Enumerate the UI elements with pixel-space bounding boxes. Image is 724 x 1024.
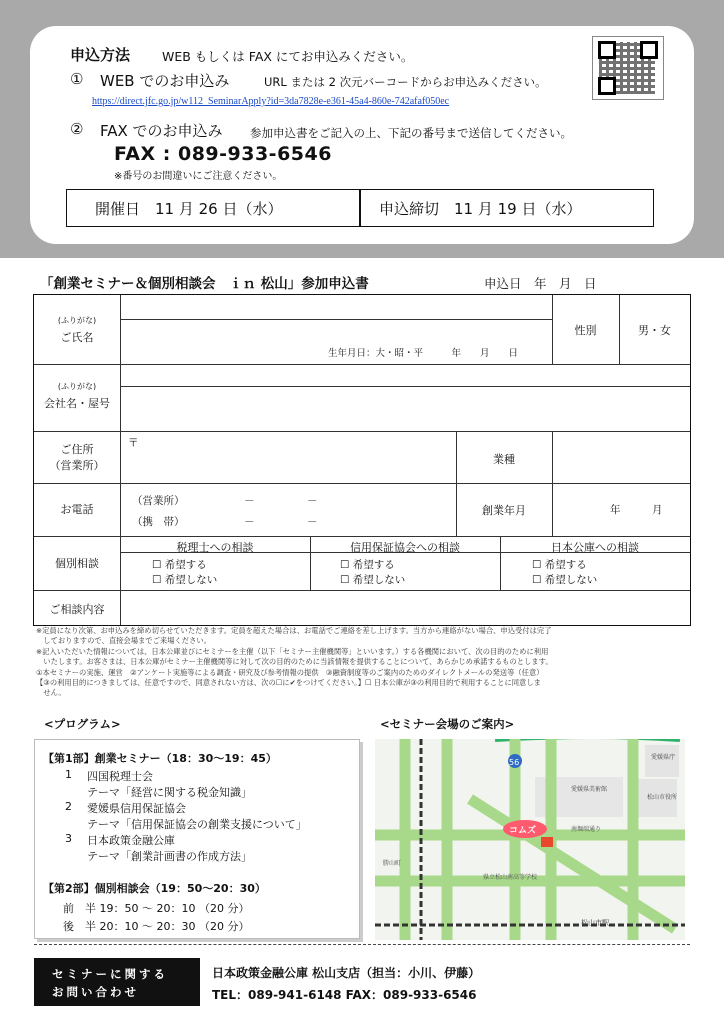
consult-guarantee-head: 信用保証協会への相談 (350, 541, 460, 554)
company-furigana: (ふりがな) (57, 382, 97, 391)
address-label: ご住所 (60, 443, 94, 456)
consult-jfc-head: 日本公庫への相談 (551, 541, 639, 554)
map-route-number: 56 (509, 758, 520, 767)
line-consult-bottom (34, 590, 690, 591)
contact-tel[interactable]: TEL：089-941-6148 FAX：089-933-6546 (212, 988, 477, 1002)
event-date: 開催日 11 月 26 日（水） (95, 200, 283, 218)
date-box-divider (359, 190, 361, 226)
map-building-icon (541, 837, 553, 847)
founding-value: 年 月 (610, 504, 663, 516)
postal-mark: 〒 (128, 437, 139, 449)
privacy-notes (36, 626, 688, 699)
program-item-theme: テーマ「創業計画書の作成方法」 (87, 850, 252, 863)
form-title: 「創業セミナー＆個別相談会 ｉｎ 松山」参加申込書 (40, 276, 369, 292)
fax-note: 参加申込書をご記入の上、下記の番号まで送信してください。 (250, 126, 572, 140)
fax-number: FAX : 089-933-6546 (114, 143, 332, 165)
phone-office-dashes: － － (244, 495, 318, 507)
slot-second: 後 半 20：10 ～ 20：30 （20 分） (63, 920, 250, 933)
consult-guarantee-yes[interactable]: ☐ 希望する (340, 559, 395, 571)
program-item-theme: テーマ「経営に関する税金知識」 (87, 786, 252, 799)
venue-map[interactable] (375, 739, 685, 940)
phone-label: お電話 (60, 503, 94, 516)
map-museum-label: 愛媛県美術館 (571, 786, 608, 793)
program-item-theme: テーマ「信用保証協会の創業支援について」 (87, 818, 307, 831)
program-heading: <プログラム> (44, 717, 121, 731)
web-note: URL または 2 次元バーコードからお申込みください。 (264, 75, 547, 89)
map-station-label: 松山市駅 (581, 919, 609, 927)
fax-number-mark: ② (70, 120, 84, 138)
web-heading: WEB でのお申込み (100, 72, 230, 90)
qr-corner-tl (598, 41, 616, 59)
consult-tax-head: 税理士への相談 (176, 541, 254, 554)
slot-first: 前 半 19：50 ～ 20：10 （20 分） (63, 902, 250, 915)
note-line: 【③の利用目的につきましては、任意ですので、同意されない方は、次の☐に✔をつけてください。】☐ 日本公庫が③の利用目的で利用することに同意しま (36, 678, 541, 688)
program-item-org: 四国税理士会 (87, 770, 153, 783)
deadline: 申込締切 11 月 19 日（水） (379, 200, 582, 218)
part1-title: 【第1部】創業セミナー（18：30〜19：45） (43, 752, 277, 765)
birth-date: 生年月日：大・昭・平 年 月 日 (328, 348, 519, 359)
phone-mobile-dashes: － － (244, 516, 318, 528)
col-industry-right (552, 431, 553, 536)
map-venue-label: コムズ (509, 826, 537, 836)
consult-jfc-no[interactable]: ☐ 希望しない (532, 574, 598, 586)
note-line: ①本セミナーの実施、運営 ②アンケート実施等による調査・研究及び参考情報の提供 ③融資制度等のご案内のためのダイレクトメールの発送等（任意） (36, 667, 544, 677)
industry-label: 業種 (493, 453, 515, 466)
line-company-mid (120, 386, 690, 387)
map-school-label: 県立松山南高等学校 (483, 874, 538, 881)
line-phone-bottom (34, 536, 690, 537)
application-form (33, 294, 691, 626)
program-item-org: 日本政策金融公庫 (87, 834, 175, 847)
consult-label: 個別相談 (55, 557, 99, 570)
consult-tax-yes[interactable]: ☐ 希望する (152, 559, 207, 571)
date-box (66, 189, 654, 227)
program-item-number: 2 (65, 800, 72, 813)
form-apply-date: 申込日 年 月 日 (484, 276, 597, 291)
map-street-label: 南堀端通り (571, 826, 602, 833)
map-prefecture-label: 愛媛県庁 (651, 754, 676, 761)
line-company-bottom (34, 431, 690, 432)
apply-subtitle: WEB もしくは FAX にてお申込みください。 (162, 49, 414, 64)
part2-title: 【第2部】個別相談会（19：50〜20：30） (43, 882, 266, 895)
note-line: いたします。お客さまは、日本公庫がセミナー主催機関等に対して次の目的のために当該情報を提供することについて、あらかじめ承諾するものとします。 (36, 657, 553, 667)
note-line: ※定員になり次第、お申込みを締め切らせていただきます。定員を超えた場合は、お電話でご連絡を差し上げます。当方から連絡がない場合、申込受付は完了 (36, 626, 552, 635)
company-label: 会社名・屋号 (44, 397, 110, 410)
map-misc-label: 勝山町 (383, 860, 402, 867)
map-cityhall-label: 松山市役所 (647, 794, 678, 801)
phone-mobile-label: （携 帯） (132, 516, 185, 528)
address-sublabel: （営業所） (49, 459, 105, 472)
cut-line (34, 944, 690, 945)
program-box (34, 739, 360, 939)
map-block (645, 745, 679, 777)
contact-org: 日本政策金融公庫 松山支店（担当：小川、伊藤） (212, 966, 481, 980)
content-label: ご相談内容 (49, 603, 105, 616)
gender-value[interactable]: 男・女 (638, 324, 671, 337)
qr-corner-bl (598, 77, 616, 95)
phone-office-label: （営業所） (132, 495, 185, 507)
contact-box-line1: セミナーに関する (52, 967, 168, 981)
web-url-link[interactable]: https://direct.jfc.go.jp/w112_SeminarApply?id=3da7828e-e361-45a4-860e-742afaf050ec (92, 96, 450, 107)
qr-corner-tr (640, 41, 658, 59)
name-label: ご氏名 (60, 331, 94, 344)
name-furigana: (ふりがな) (57, 316, 97, 325)
note-line: しておりますので、直接会場までご来場ください。 (36, 636, 211, 646)
map-drawing (375, 739, 685, 940)
fax-heading: FAX でのお申込み (100, 122, 223, 140)
consult-tax-no[interactable]: ☐ 希望しない (152, 574, 218, 586)
fax-caution: ※番号のお間違いにご注意ください。 (114, 171, 283, 182)
gender-label: 性別 (574, 324, 597, 337)
line-name-mid (120, 319, 552, 320)
venue-heading: <セミナー会場のご案内> (380, 717, 515, 731)
apply-title: 申込方法 (70, 46, 131, 64)
program-item-org: 愛媛県信用保証協会 (87, 802, 186, 815)
line-address-bottom (34, 483, 690, 484)
contact-box (34, 958, 200, 1006)
note-line: ※記入いただいた情報については、日本公庫並びにセミナーを主催（以下「セミナー主催機関等」といいます。）する各機関において、次の目的のために利用 (36, 646, 549, 656)
col-label-divider (120, 295, 121, 625)
consult-guarantee-no[interactable]: ☐ 希望しない (340, 574, 406, 586)
program-item-number: 3 (65, 832, 72, 845)
qr-code[interactable] (592, 36, 664, 100)
consult-jfc-yes[interactable]: ☐ 希望する (532, 559, 587, 571)
web-number: ① (70, 70, 84, 88)
program-item-number: 1 (65, 768, 72, 781)
founding-label: 創業年月 (482, 504, 526, 517)
contact-box-line2: お問い合わせ (52, 985, 139, 999)
col-industry-left (456, 431, 457, 536)
note-line: せん。 (36, 688, 66, 698)
line-name-bottom (34, 364, 690, 365)
